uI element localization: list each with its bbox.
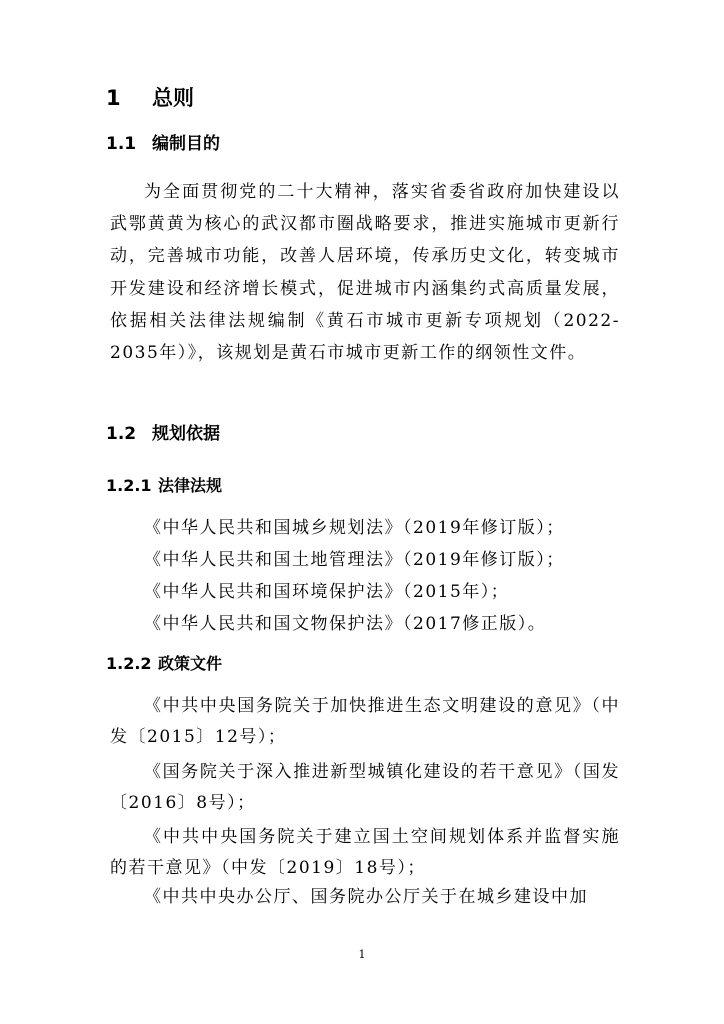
section-number: 1.2 (106, 424, 137, 444)
section-number: 1.1 (106, 134, 137, 154)
subsection-number: 1.2.1 (106, 476, 152, 495)
policy-item: 《中共中央国务院关于建立国土空间规划体系并监督实施的若干意见》（中发〔2019〕18号）； (110, 827, 620, 878)
policy-item: 《中共中央办公厅、国务院办公厅关于在城乡建设中加 (144, 887, 588, 907)
law-item: 《中华人民共和国城乡规划法》（2019年修订版）； (144, 518, 565, 538)
subsection-title: 政策文件 (158, 654, 223, 673)
chapter-title: 总则 (152, 86, 194, 110)
law-item: 《中华人民共和国环境保护法》（2015年）； (144, 582, 510, 602)
subsection-heading-1-2-2 (106, 652, 222, 676)
section-heading-1-2 (106, 422, 220, 446)
chapter-number: 1 (106, 86, 121, 110)
section-title: 规划依据 (152, 424, 220, 444)
section-heading-1-1 (106, 132, 220, 156)
subsection-title: 法律法规 (158, 476, 223, 495)
policy-item: 《国务院关于深入推进新型城镇化建设的若干意见》（国发〔2016〕8号）； (110, 762, 620, 813)
law-item: 《中华人民共和国土地管理法》（2019年修订版）； (144, 550, 565, 570)
section-title: 编制目的 (152, 134, 220, 154)
page-number: 1 (358, 948, 366, 961)
chapter-heading (106, 84, 194, 112)
subsection-heading-1-2-1 (106, 474, 222, 498)
law-item: 《中华人民共和国文物保护法》（2017修正版）。 (144, 614, 547, 634)
subsection-number: 1.2.2 (106, 654, 152, 673)
purpose-paragraph: 为全面贯彻党的二十大精神，落实省委省政府加快建设以武鄂黄黄为核心的武汉都市圈战略要求，推进实施城市更新行动，完善城市功能，改善人居环境，传承历史文化，转变城市开发建设和经济增长模式，促进城市内涵集约式高质量发展，依据相关法律法规编制《黄石市城市更新专项规划（2022-2035年）》，该规划是黄石市城市更新工作的纲领性文件。 (110, 182, 620, 364)
policy-item: 《中共中央国务院关于加快推进生态文明建设的意见》（中发〔2015〕12号）； (110, 696, 620, 747)
